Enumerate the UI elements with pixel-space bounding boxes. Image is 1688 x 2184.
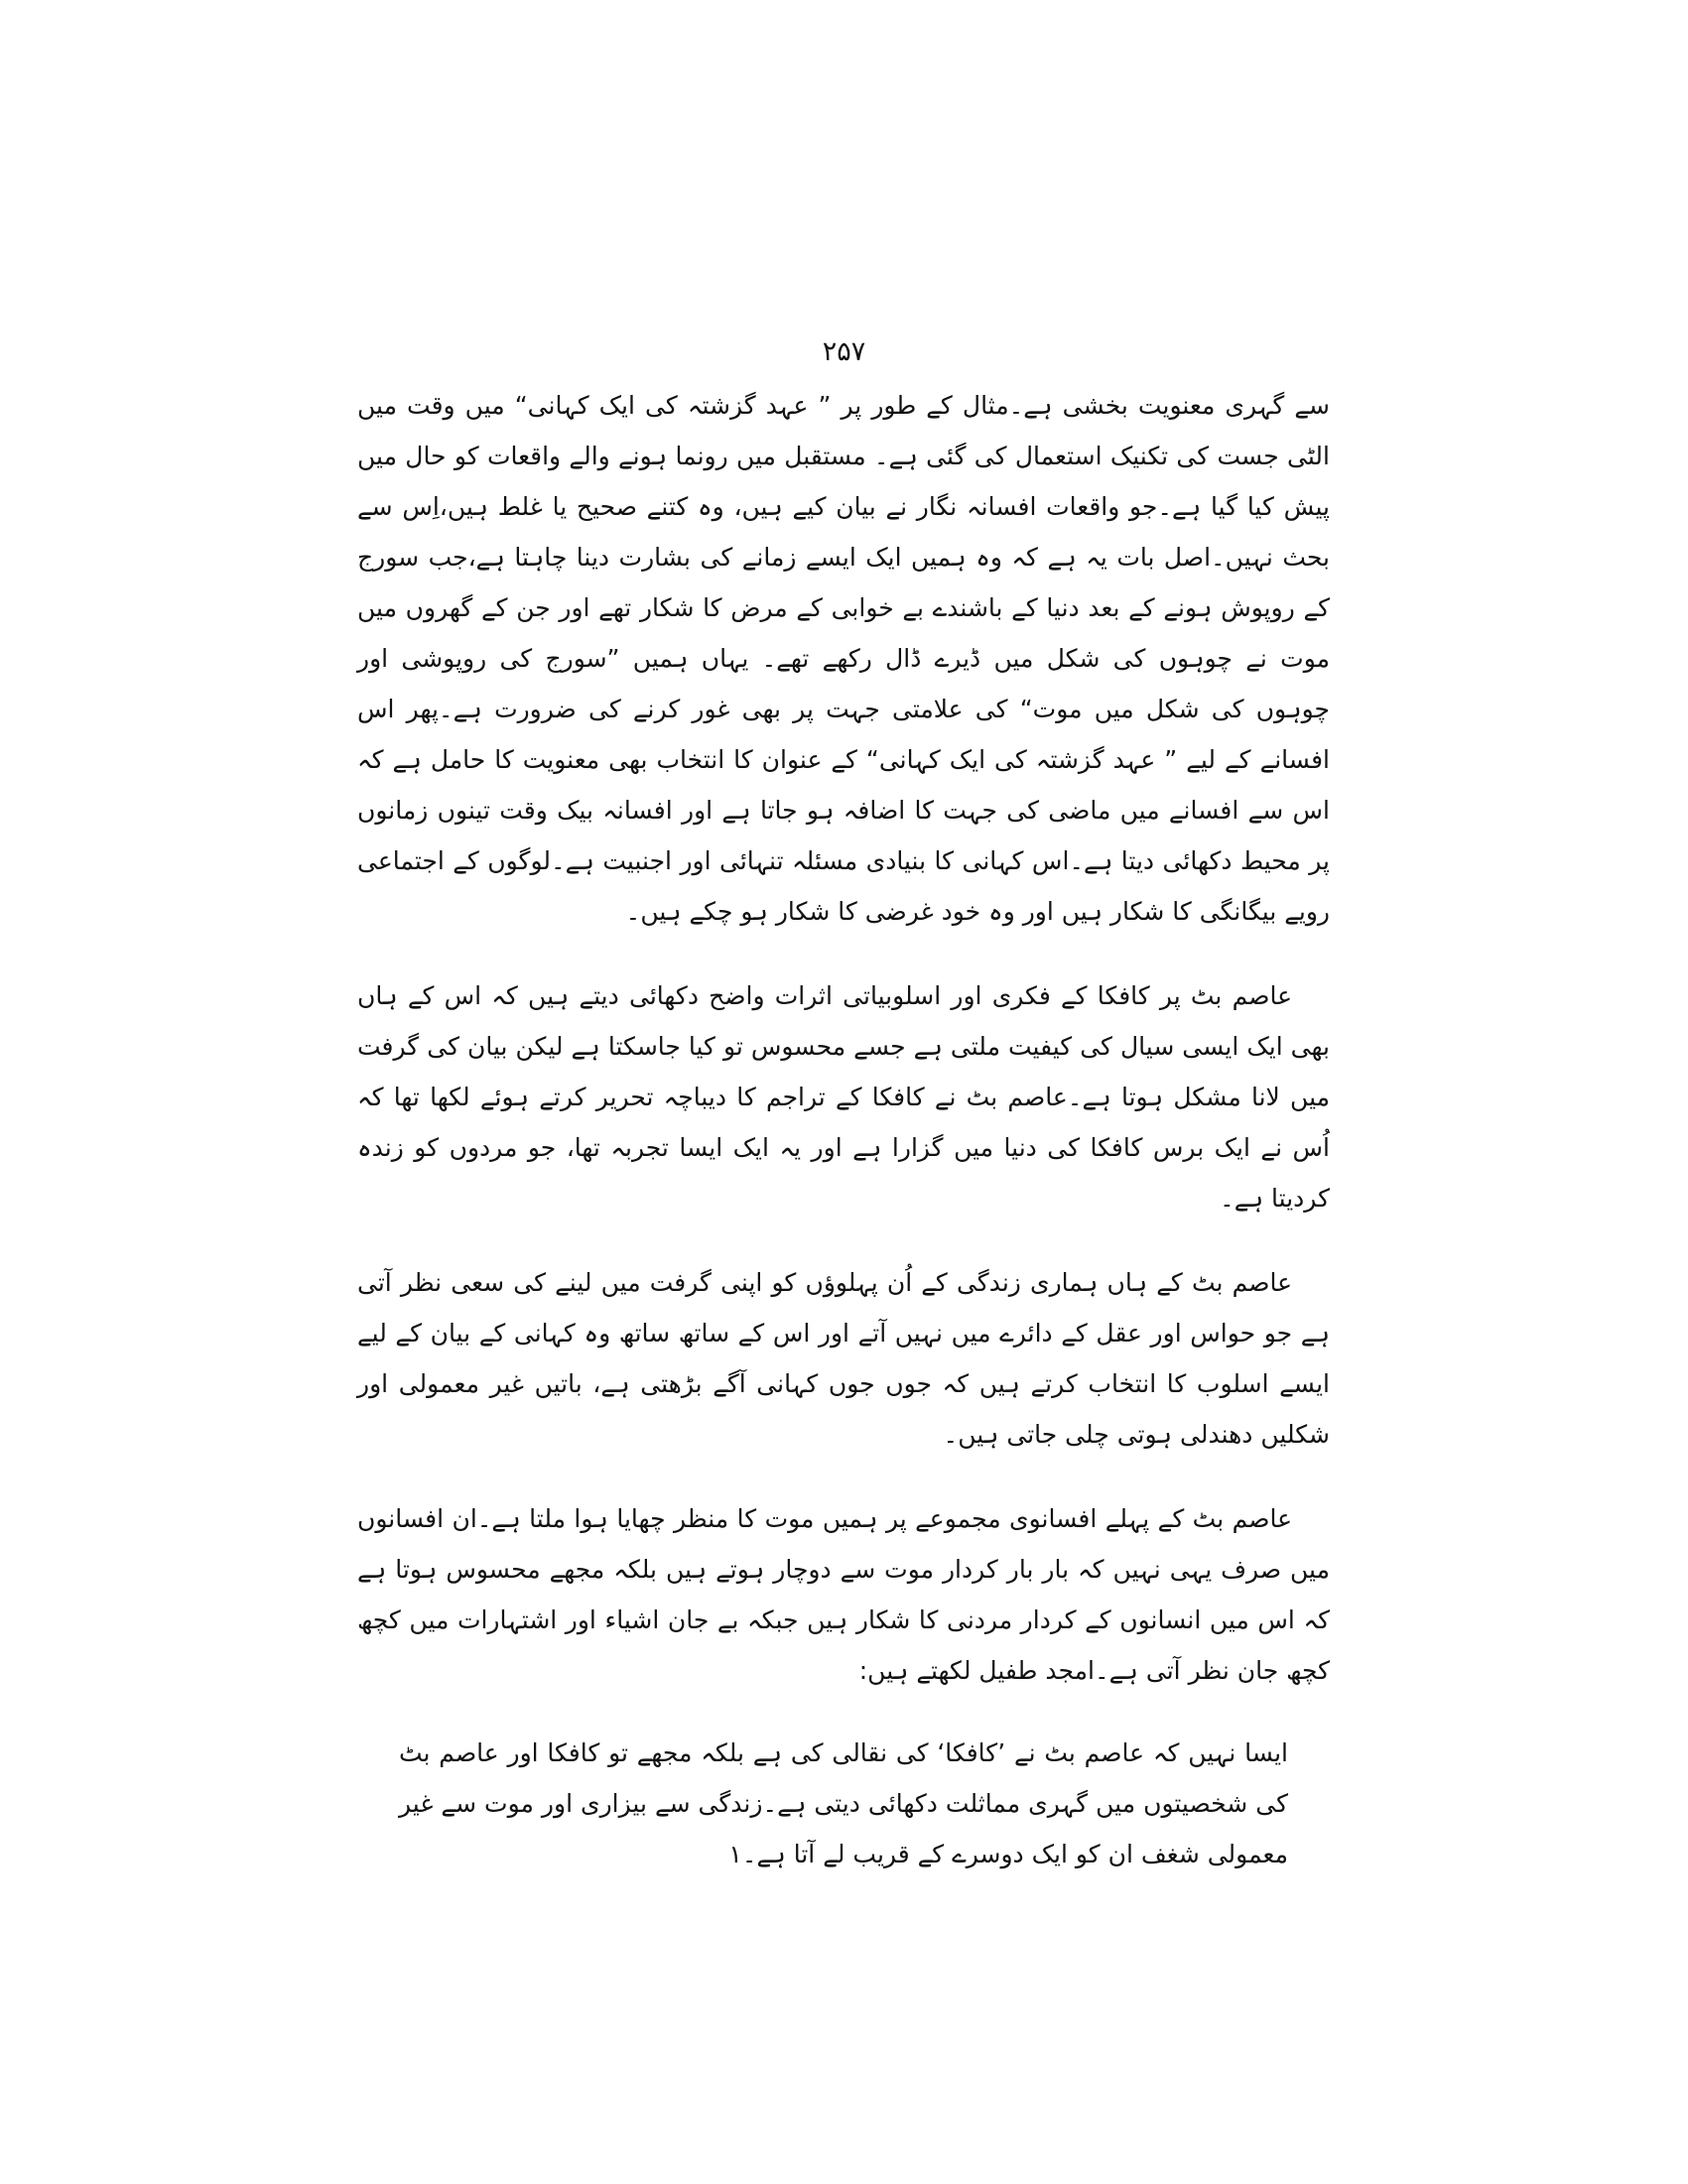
paragraph-2: عاصم بٹ پر کافکا کے فکری اور اسلوبیاتی اثرات واضح دکھائی دیتے ہیں کہ اس کے ہاں بھی ایک ایسی سیال کی کیفیت ملتی ہے جسے محسوس تو کیا جاسکتا ہے لیکن بیان کی گرفت میں لانا مشکل ہوتا ہے۔عاصم بٹ نے کافکا کے تراجم کا دیباچہ تحریر کرتے ہوئے لکھا تھا کہ اُس نے ایک برس کافکا کی دنیا میں گزارا ہے اور یہ ایک ایسا تجربہ تھا، جو مردوں کو زندہ کردیتا ہے۔ bbox=[357, 981, 1330, 1213]
paragraph-3: عاصم بٹ کے ہاں ہماری زندگی کے اُن پہلوؤں کو اپنی گرفت میں لینے کی سعی نظر آتی ہے جو حواس اور عقل کے دائرے میں نہیں آتے اور اس کے ساتھ ساتھ وہ کہانی کے بیان کے لیے ایسے اسلوب کا انتخاب کرتے ہیں کہ جوں جوں کہانی آگے بڑھتی ہے، باتیں غیر معمولی اور شکلیں دھندلی ہوتی چلی جاتی ہیں۔ bbox=[357, 1268, 1330, 1449]
paragraph-1: سے گہری معنویت بخشی ہے۔مثال کے طور پر ” عہد گزشتہ کی ایک کہانی“ میں وقت میں الٹی جست کی تکنیک استعمال کی گئی ہے۔ مستقبل میں رونما ہونے والے واقعات کو حال میں پیش کیا گیا ہے۔جو واقعات افسانہ نگار نے بیان کیے ہیں، وہ کتنے صحیح یا غلط ہیں،اِس سے بحث نہیں۔اصل بات یہ ہے کہ وہ ہمیں ایک ایسے زمانے کی بشارت دینا چاہتا ہے،جب سورج کے روپوش ہونے کے بعد دنیا کے باشندے بے خوابی کے مرض کا شکار تھے اور جن کے گھروں میں موت نے چوہوں کی شکل میں ڈیرے ڈال رکھے تھے۔ یہاں ہمیں ”سورج کی روپوشی اور چوہوں کی شکل میں موت“ کی علامتی جہت پر بھی غور کرنے کی ضرورت ہے۔پھر اس افسانے کے لیے ” عہد گزشتہ کی ایک کہانی“ کے عنوان کا انتخاب بھی معنویت کا حامل ہے کہ اس سے افسانے میں ماضی کی جہت کا اضافہ ہو جاتا ہے اور افسانہ بیک وقت تینوں زمانوں پر محیط دکھائی دیتا ہے۔اس کہانی کا بنیادی مسئلہ تنہائی اور اجنبیت ہے۔لوگوں کے اجتماعی رویے بیگانگی کا شکار ہیں اور وہ خود غرضی کا شکار ہو چکے ہیں۔ bbox=[357, 391, 1330, 926]
page-number: ۲۵۷ bbox=[822, 336, 866, 367]
body-text bbox=[357, 380, 1330, 1879]
paragraph-4: عاصم بٹ کے پہلے افسانوی مجموعے پر ہمیں موت کا منظر چھایا ہوا ملتا ہے۔ان افسانوں میں صرف یہی نہیں کہ بار بار کردار موت سے دوچار ہوتے ہیں بلکہ مجھے محسوس ہوتا ہے کہ اس میں انسانوں کے کردار مردنی کا شکار ہیں جبکہ بے جان اشیاء اور اشتہارات میں کچھ کچھ جان نظر آتی ہے۔امجد طفیل لکھتے ہیں: bbox=[357, 1504, 1330, 1685]
block-quote: ایسا نہیں کہ عاصم بٹ نے ’کافکا‘ کی نقالی کی ہے بلکہ مجھے تو کافکا اور عاصم بٹ کی شخصیتوں میں گہری مماثلت دکھائی دیتی ہے۔زندگی سے بیزاری اور موت سے غیر معمولی شغف ان کو ایک دوسرے کے قریب لے آتا ہے۔۱ bbox=[399, 1738, 1288, 1868]
